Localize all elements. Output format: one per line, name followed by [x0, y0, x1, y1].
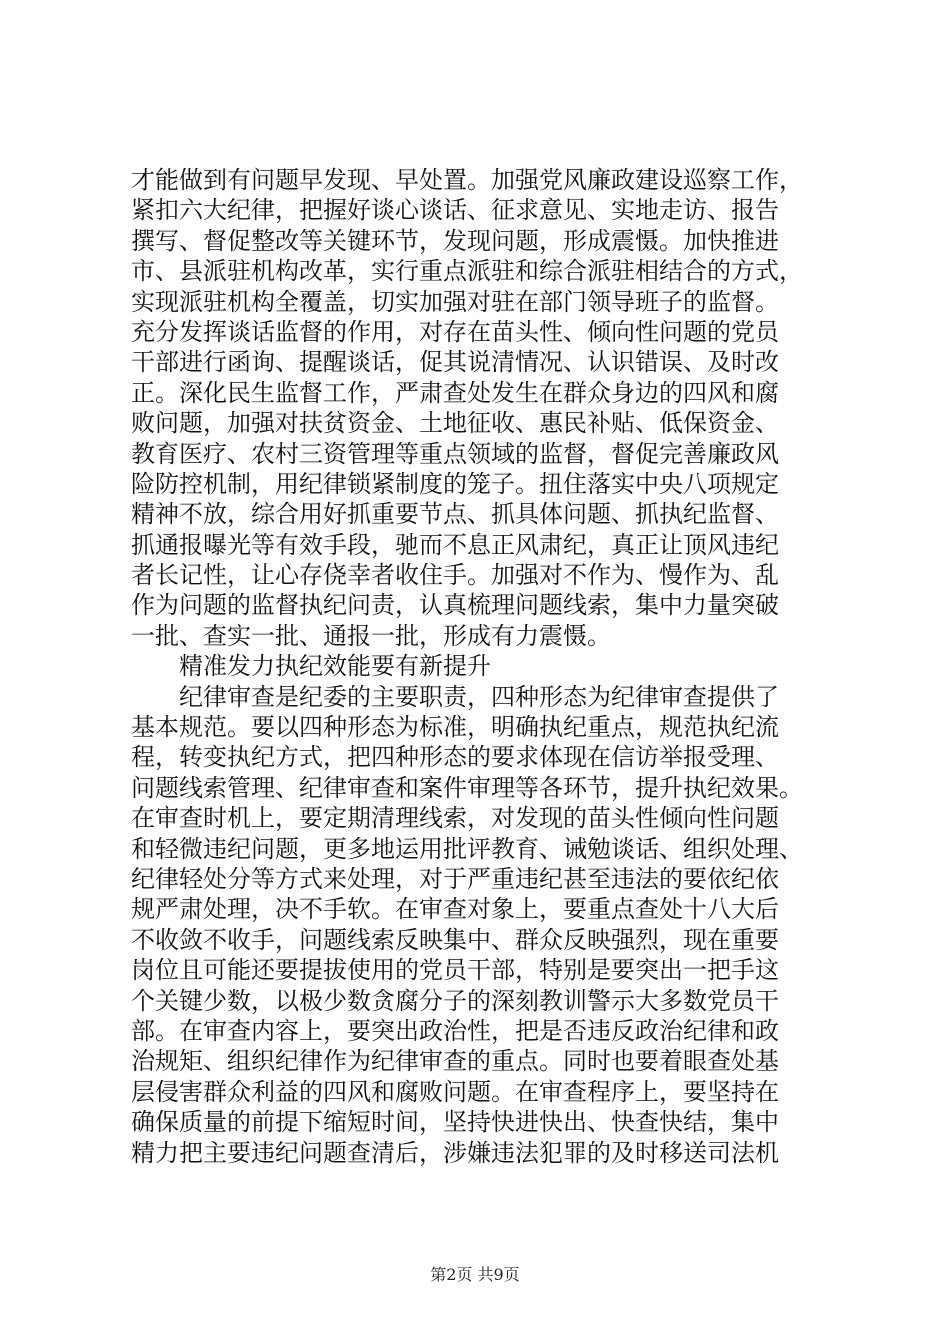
text-line: 教育医疗、农村三资管理等重点领域的监督，督促完善廉政风	[131, 439, 779, 468]
page-footer: 第2页 共9页	[430, 1265, 520, 1284]
text-line: 程，转变执纪方式，把四种形态的要求体现在信访举报受理、	[131, 743, 779, 772]
text-line: 规严肃处理，决不手软。在审查对象上，要重点查处十八大后	[131, 895, 779, 924]
text-line: 者长记性，让心存侥幸者收住手。加强对不作为、慢作为、乱	[131, 561, 779, 590]
text-line: 纪律审查是纪委的主要职责，四种形态为纪律审查提供了	[179, 682, 779, 711]
text-line: 个关键少数，以极少数贪腐分子的深刻教训警示大多数党员干	[131, 986, 779, 1015]
text-line: 确保质量的前提下缩短时间，坚持快进快出、快查快结，集中	[131, 1108, 779, 1137]
text-line: 一批、查实一批、通报一批，形成有力震慑。	[131, 621, 611, 650]
text-line: 实现派驻机构全覆盖，切实加强对驻在部门领导班子的监督。	[131, 287, 779, 316]
text-line: 市、县派驻机构改革，实行重点派驻和综合派驻相结合的方式，	[131, 257, 803, 286]
text-line: 败问题，加强对扶贫资金、土地征收、惠民补贴、低保资金、	[131, 409, 779, 438]
text-line: 险防控机制，用纪律锁紧制度的笼子。扭住落实中央八项规定	[131, 469, 779, 498]
text-line: 作为问题的监督执纪问责，认真梳理问题线索，集中力量突破	[131, 591, 779, 620]
text-line: 问题线索管理、纪律审查和案件审理等各环节，提升执纪效果。	[131, 773, 803, 802]
text-line: 精神不放，综合用好抓重要节点、抓具体问题、抓执纪监督、	[131, 500, 779, 529]
text-line: 撰写、督促整改等关键环节，发现问题，形成震慑。加快推进	[131, 226, 779, 255]
text-line: 纪律轻处分等方式来处理，对于严重违纪甚至违法的要依纪依	[131, 864, 779, 893]
text-line: 在审查时机上，要定期清理线索，对发现的苗头性倾向性问题	[131, 804, 779, 833]
text-line: 紧扣六大纪律，把握好谈心谈话、征求意见、实地走访、报告	[131, 196, 779, 225]
text-line: 岗位且可能还要提拔使用的党员干部，特别是要突出一把手这	[131, 956, 779, 985]
text-line: 治规矩、组织纪律作为纪律审查的重点。同时也要着眼查处基	[131, 1047, 779, 1076]
text-line: 层侵害群众利益的四风和腐败问题。在审查程序上，要坚持在	[131, 1077, 779, 1106]
text-line: 部。在审查内容上，要突出政治性，把是否违反政治纪律和政	[131, 1016, 779, 1045]
text-line: 才能做到有问题早发现、早处置。加强党风廉政建设巡察工作，	[131, 166, 803, 194]
text-line: 基本规范。要以四种形态为标准，明确执纪重点，规范执纪流	[131, 713, 779, 742]
text-line: 干部进行函询、提醒谈话，促其说清情况、认识错误、及时改	[131, 348, 779, 377]
text-line: 正。深化民生监督工作，严肃查处发生在群众身边的四风和腐	[131, 378, 779, 407]
text-line: 和轻微违纪问题，更多地运用批评教育、诫勉谈话、组织处理、	[131, 834, 803, 863]
text-line: 抓通报曝光等有效手段，驰而不息正风肃纪，真正让顶风违纪	[131, 530, 779, 559]
text-line: 精力把主要违纪问题查清后，涉嫌违法犯罪的及时移送司法机	[131, 1138, 779, 1167]
document-body	[131, 165, 831, 1168]
text-line: 不收敛不收手，问题线索反映集中、群众反映强烈，现在重要	[131, 925, 779, 954]
section-heading: 精准发力执纪效能要有新提升	[179, 652, 491, 681]
text-line: 充分发挥谈话监督的作用，对存在苗头性、倾向性问题的党员	[131, 317, 779, 346]
